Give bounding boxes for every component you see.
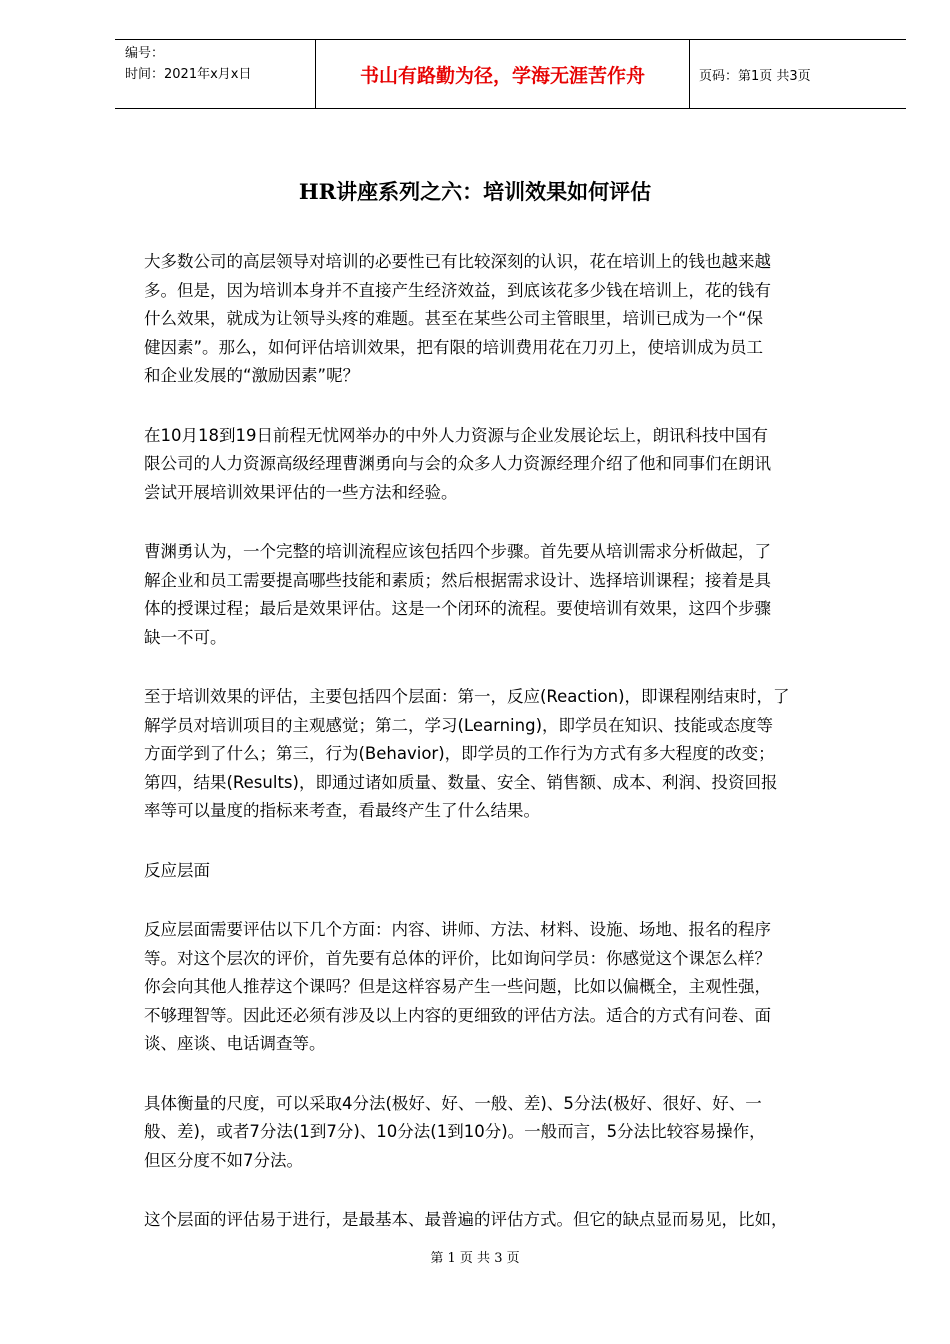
header-page-label: 页码：第1页 共3页: [699, 68, 811, 84]
header-motto: 书山有路勤为径，学海无涯苦作舟: [316, 40, 690, 108]
document-title: HR讲座系列之六：培训效果如何评估: [298, 179, 652, 204]
paragraph: 这个层面的评估易于进行，是最基本、最普遍的评估方式。但它的缺点显而易见，比如，: [144, 1210, 788, 1229]
paragraph: 在10月18到19日前程无忧网举办的中外人力资源与企业发展论坛上，朗讯科技中国有 限公司的人力资源高级经理曹渊勇向与会的众多人力资源经理介绍了他和同事们在朗讯 尝试开展培训效果评估的一些方法和经验。: [144, 425, 771, 502]
paragraph: 具体衡量的尺度，可以采取4分法(极好、好、一般、差)、5分法(极好、很好、好、一 般、差)，或者7分法(1到7分)、10分法(1到10分)。一般而言，5分法比较容易操作， 但区分度不如7分法。: [144, 1093, 766, 1170]
number-label: 编号：: [125, 46, 165, 61]
page-header: [115, 39, 906, 109]
section-heading: 反应层面: [144, 860, 210, 880]
paragraph: 曹渊勇认为，一个完整的培训流程应该包括四个步骤。首先要从培训需求分析做起，了 解企业和员工需要提高哪些技能和素质；然后根据需求设计、选择培训课程；接着是具 体的授课过程；最后是效果评估。这是一个闭环的流程。要使培训有效果，这四个步骤 缺一不可。: [144, 542, 771, 647]
time-label: 时间：2021年x月x日: [125, 67, 252, 82]
page-footer: 第 1 页 共 3 页: [430, 1251, 520, 1266]
paragraph: 反应层面需要评估以下几个方面：内容、讲师、方法、材料、设施、场地、报名的程序 等。对这个层次的评价，首先要有总体的评价，比如询问学员：你感觉这个课怎么样？ 你会向其他人推荐这个课吗？但是这样容易产生一些问题，比如以偏概全，主观性强， 不够理智等。因此还必须有涉及以上内容的更细致的评估方法。适合的方式有问卷、面 谈、座谈、电话调查等。: [144, 920, 771, 1053]
document-body: [144, 248, 894, 1266]
paragraph: 至于培训效果的评估，主要包括四个层面：第一，反应(Reaction)，即课程刚结束时，了 解学员对培训项目的主观感觉；第二，学习(Learning)，即学员在知识、技能或态度等 方面学到了什么；第三，行为(Behavior)，即学员的工作行为方式有多大程度的改变； 第四，结果(Results)，即通过诸如质量、数量、安全、销售额、成本、利润、投资回报 率等可以量度的指标来考查，看最终产生了什么结果。: [144, 687, 790, 820]
header-meta: [115, 40, 316, 108]
paragraph: 大多数公司的高层领导对培训的必要性已有比较深刻的认识，花在培训上的钱也越来越 多。但是，因为培训本身并不直接产生经济效益，到底该花多少钱在培训上，花的钱有 什么效果，就成为让领导头疼的难题。甚至在某些公司主管眼里，培训已成为一个“保 健因素”。那么，如何评估培训效果，把有限的培训费用花在刀刃上，使培训成为员工 和企业发展的“激励因素”呢？: [144, 252, 771, 385]
